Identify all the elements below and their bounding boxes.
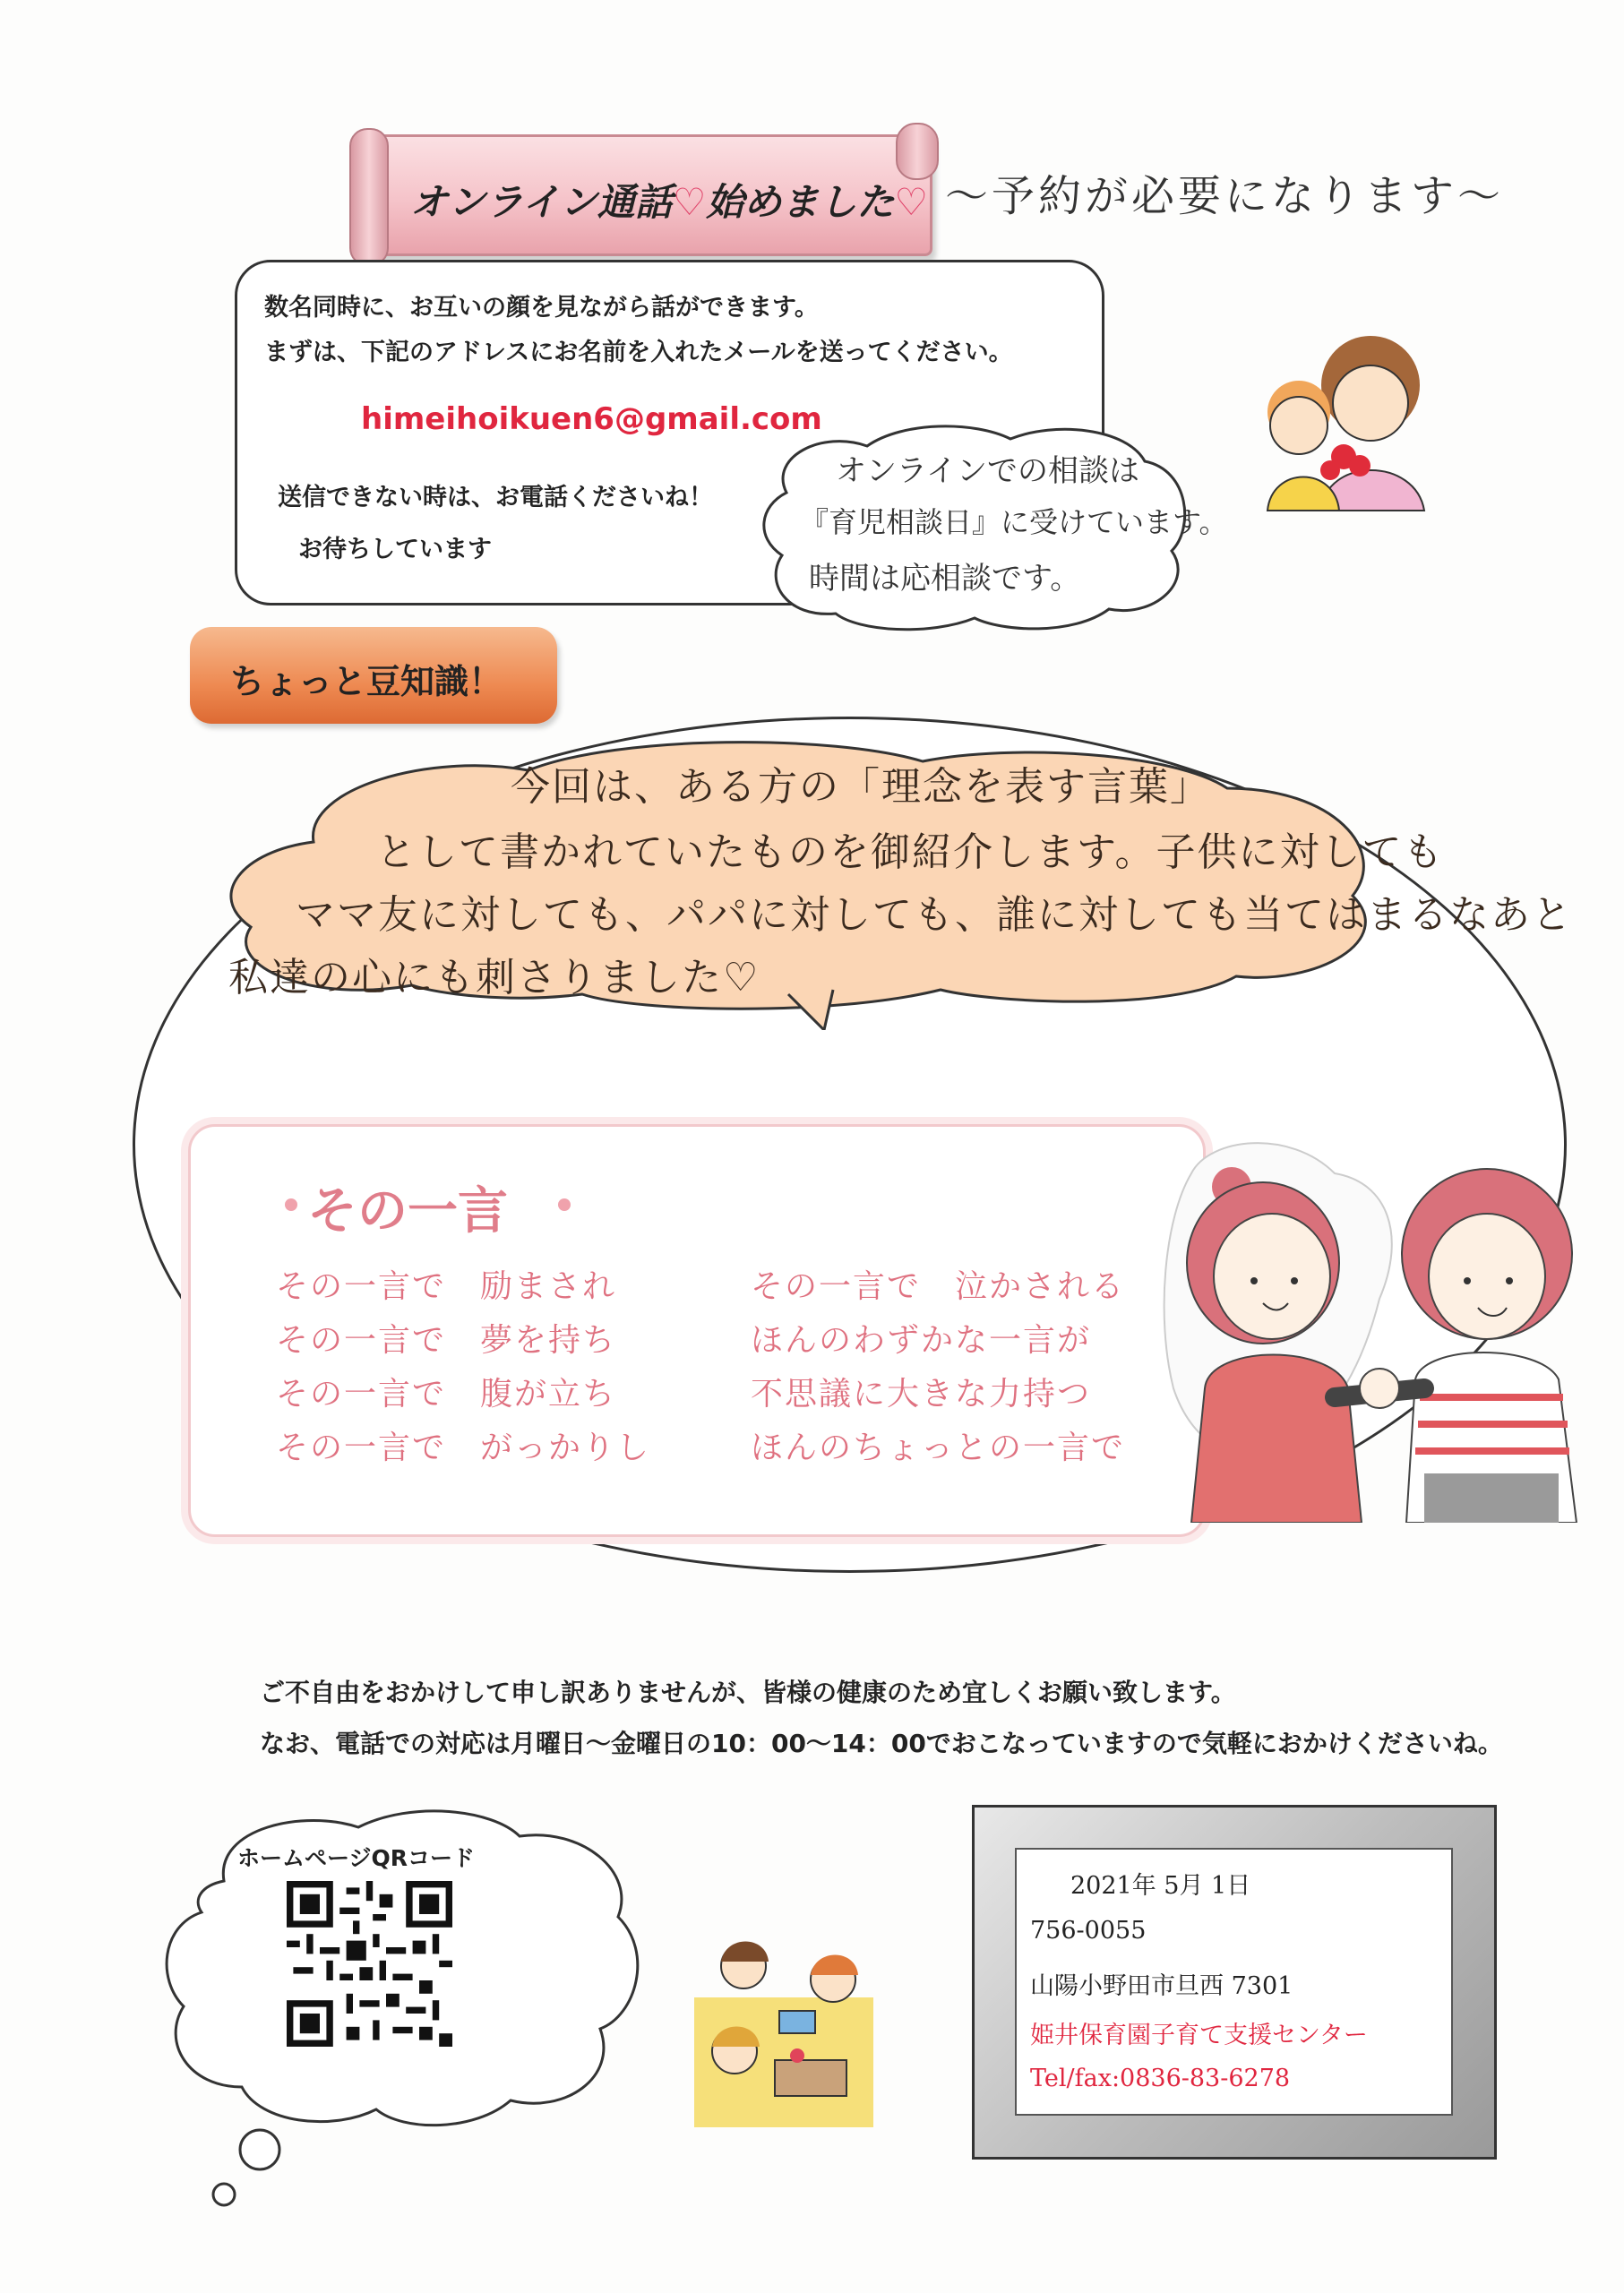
info-line-4: お待ちしています (298, 536, 492, 563)
consultation-bubble (751, 421, 1228, 636)
issue-date: 2021年 5月 1日 (1070, 1872, 1251, 1900)
info-line-1: 数名同時に、お互いの顔を見ながら話ができます。 (264, 294, 819, 322)
reservation-note: 〜予約が必要になります〜 (945, 171, 1505, 221)
kids-playing-illustration (690, 1926, 878, 2132)
tel-fax: Tel/fax:0836-83-6278 (1030, 2065, 1291, 2092)
poem-left-line-2: その一言で 夢を持ち (276, 1322, 617, 1359)
poem-right-line-4: ほんのちょっとの一言で (751, 1430, 1126, 1466)
info-line-2: まずは、下記のアドレスにお名前を入れたメールを送ってください。 (264, 339, 1013, 366)
heart-icon: ♡ (672, 180, 707, 224)
bubble-line-2: 『育児相談日』に受けています。 (800, 505, 1228, 539)
handwriting-cloud (206, 734, 1573, 1030)
mother-child-illustration (1236, 331, 1442, 520)
email-address[interactable]: himeihoikuen6@gmail.com (361, 401, 822, 437)
trivia-banner-title: ちょっと豆知識！ (230, 662, 503, 701)
title-dot (558, 1198, 571, 1211)
heart-icon: ♡ (894, 180, 929, 224)
poem-right-line-1: その一言で 泣かされる (751, 1268, 1126, 1305)
online-banner (354, 134, 932, 256)
poem-card (188, 1124, 1206, 1537)
scroll-roll-right (896, 123, 939, 180)
qr-title: ホームページQRコード (237, 1845, 476, 1871)
title-dot (285, 1198, 297, 1211)
poem-right-line-2: ほんのわずかな一言が (751, 1322, 1092, 1359)
bubble-line-1: オンラインでの相談は (836, 453, 1139, 489)
poem-right-line-3: 不思議に大きな力持つ (751, 1376, 1092, 1413)
postal-code: 756-0055 (1030, 1917, 1147, 1945)
bubble-line-3: 時間は応相談です。 (809, 561, 1081, 597)
qr-code[interactable] (287, 1881, 452, 2047)
trivia-banner (190, 627, 557, 724)
handwriting-line-2: として書かれていたものを御紹介します。子供に対しても (376, 829, 1445, 875)
phone-hours-note: なお、電話での対応は月曜日～金曜日の10：00～14：00でおこなっていますので気軽におかけくださいね。 (260, 1729, 1503, 1758)
poem-left-line-1: その一言で 励まされ (276, 1268, 617, 1305)
scroll-roll-left (349, 128, 389, 266)
handwriting-line-1: 今回は、ある方の「理念を表す言葉」 (511, 764, 1211, 810)
contact-panel (1015, 1848, 1453, 2116)
handwriting-line-3: ママ友に対しても、パパに対しても、誰に対しても当てはまるなあと (296, 892, 1573, 938)
info-line-3: 送信できない時は、お電話くださいね！ (278, 484, 713, 511)
address: 山陽小野田市旦西 7301 (1030, 1972, 1293, 2000)
handwriting-line-4: 私達の心にも刺さりました♡ (228, 955, 760, 1001)
online-banner-title: オンライン通話♡始めました♡ (410, 180, 929, 224)
poem-title: その一言 (307, 1182, 508, 1241)
apology-note: ご不自由をおかけして申し訳ありませんが、皆様の健康のため宜しくお願い致します。 (260, 1678, 1236, 1707)
qr-cloud (152, 1800, 663, 2221)
center-name: 姫井保育園子育て支援センター (1030, 2022, 1368, 2049)
poem-left-line-4: その一言で がっかりし (276, 1430, 651, 1466)
two-women-illustration (1156, 1120, 1608, 1523)
contact-frame (972, 1805, 1497, 2160)
poem-left-line-3: その一言で 腹が立ち (276, 1376, 617, 1413)
